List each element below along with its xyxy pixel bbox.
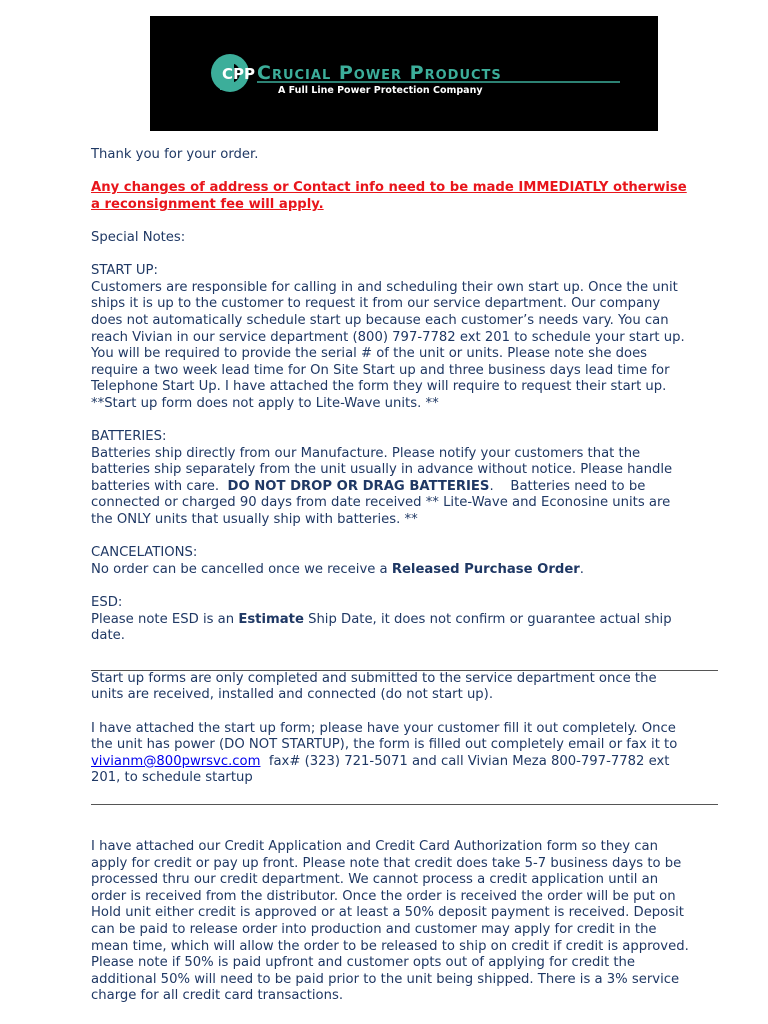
- special-notes-heading: Special Notes:: [91, 229, 186, 245]
- startup-line: Telephone Start Up. I have attached the form they will require to request their start up.: [91, 379, 667, 395]
- credit-line: apply for credit or pay up front. Please note that credit does take 5-7 business days to be: [91, 855, 682, 871]
- warning-line-2: a reconsignment fee will apply.: [91, 196, 324, 212]
- credit-line: Please note if 50% is paid upfront and customer opts out of applying for credit the: [91, 955, 635, 971]
- startup-line: require a two week lead time for On Site Start up and three business days lead time for: [91, 362, 670, 378]
- credit-line: mean time, which will allow the order to be released to ship on credit if credit is approved.: [91, 938, 689, 954]
- estimate-bold: Estimate: [238, 611, 304, 627]
- esd-text-end: Ship Date, it does not confirm or guarantee actual ship: [303, 611, 672, 627]
- batteries-heading: BATTERIES:: [91, 429, 167, 445]
- esd-text: Please note ESD is an: [91, 611, 239, 627]
- batteries-line: the ONLY units that usually ship with batteries. **: [91, 512, 418, 528]
- batteries-line: [91, 479, 721, 496]
- startup-line: **Start up form does not apply to Lite-Wave units. **: [91, 395, 439, 411]
- cancelations-heading: CANCELATIONS:: [91, 545, 198, 561]
- credit-line: additional 50% will need to be paid prior to the unit being shipped. There is a 3% service: [91, 971, 680, 987]
- credit-line: Hold unit either credit is approved or at least a 50% deposit payment is received. Deposit: [91, 905, 684, 921]
- cancelations-text: No order can be cancelled once we receive a: [91, 561, 392, 577]
- logo-mark-text: CPP: [222, 65, 255, 83]
- batteries-line: batteries ship separately from the unit usually in advance without notice. Please handle: [91, 462, 673, 478]
- fax-text: fax# (323) 721-5071 and call Vivian Meza 800-797-7782 ext: [260, 753, 670, 769]
- startup-line: Customers are responsible for calling in and scheduling their own start up. Once the unit: [91, 279, 678, 295]
- letter-body: [91, 147, 721, 1005]
- email-link[interactable]: vivianm@800pwrsvc.com: [91, 753, 261, 769]
- released-po-bold: Released Purchase Order: [391, 561, 580, 577]
- forms-note-line: units are received, installed and connected (do not start up).: [91, 687, 494, 703]
- batteries-line: Batteries ship directly from our Manufacture. Please notify your customers that the: [91, 445, 641, 461]
- cancelations-line: [91, 562, 721, 579]
- thanks-line: Thank you for your order.: [91, 147, 259, 162]
- warning-line-1: Any changes of address or Contact info need to be made IMMEDIATLY otherwise: [91, 180, 687, 196]
- cancelations-end: .: [579, 561, 584, 577]
- company-logo: [150, 16, 658, 131]
- startup-line: reach Vivian in our service department (800) 797-7782 ext 201 to schedule your start up.: [91, 329, 685, 345]
- batteries-line-3-start: batteries with care.: [91, 478, 228, 494]
- batteries-line: connected or charged 90 days from date received ** Lite-Wave and Econosine units are: [91, 495, 671, 511]
- attached-startup-line: I have attached the start up form; please have your customer fill it out completely. Once: [91, 720, 676, 736]
- startup-line: does not automatically schedule start up because each customer’s needs vary. You can: [91, 312, 669, 328]
- attached-startup-line: [91, 754, 721, 771]
- esd-line-2: date.: [91, 628, 125, 644]
- company-logo-banner: [150, 16, 658, 131]
- credit-line: I have attached our Credit Application and Credit Card Authorization form so they can: [91, 838, 658, 854]
- startup-line: ships it is up to the customer to request it from our service department. Our company: [91, 296, 661, 312]
- credit-line: can be paid to release order into production and customer may apply for credit in the: [91, 921, 657, 937]
- logo-tagline: A Full Line Power Protection Company: [278, 85, 483, 96]
- startup-line: You will be required to provide the serial # of the unit or units. Please note she does: [91, 346, 648, 362]
- esd-line: [91, 612, 721, 629]
- credit-line: order is received from the distributor. Once the order is received the order will be put on: [91, 888, 676, 904]
- batteries-line-3-end: . Batteries need to be: [489, 478, 646, 494]
- attached-startup-line: 201, to schedule startup: [91, 770, 253, 786]
- logo-company-name: Crucial Power Products: [257, 62, 502, 84]
- startup-heading: START UP:: [91, 263, 158, 279]
- credit-line: processed thru our credit department. We cannot process a credit application until an: [91, 872, 659, 888]
- forms-note-line: Start up forms are only completed and submitted to the service department once the: [91, 670, 657, 686]
- attached-startup-line: the unit has power (DO NOT STARTUP), the form is filled out completely email or fax it to: [91, 737, 678, 753]
- credit-line: charge for all credit card transactions.: [91, 988, 344, 1004]
- batteries-warning-bold: DO NOT DROP OR DRAG BATTERIES: [227, 478, 490, 494]
- esd-heading: ESD:: [91, 595, 123, 611]
